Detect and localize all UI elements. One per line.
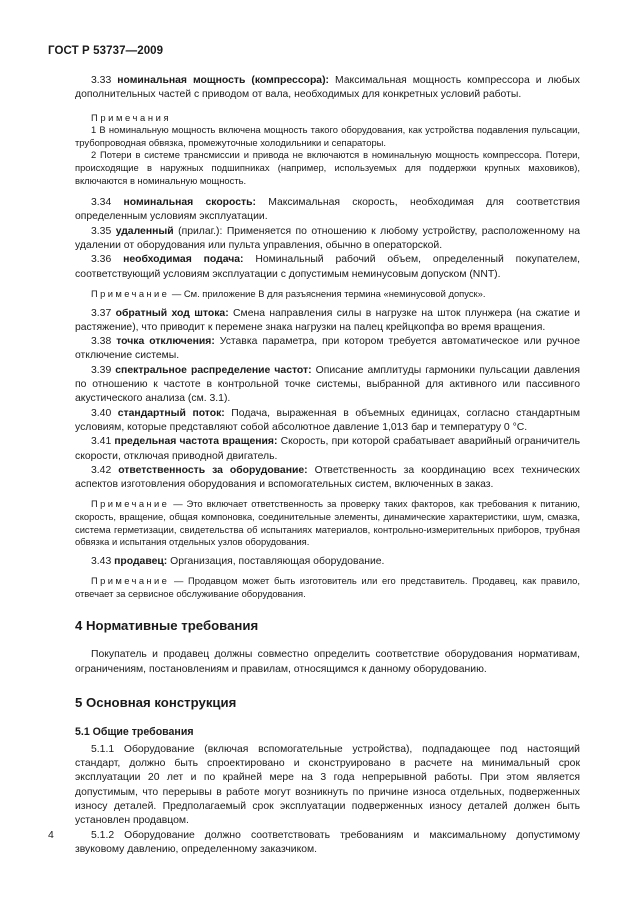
term-definition: Уставка параметра, при котором требуется автоматическое или ручное отключение системы.	[75, 336, 580, 362]
term-entry-3-36	[75, 253, 580, 282]
term-definition: Организация, поставляющая оборудование.	[167, 555, 385, 567]
note-label: Примечание	[91, 498, 170, 510]
page-number: 4	[48, 830, 54, 841]
entry-number: 3.35	[91, 225, 116, 237]
term-definition: (прилаг.): Применяется по отношению к любому устройству, расположенному на удалении от оборудования или пульта управления, обычно в операторской.	[75, 225, 580, 252]
term-title: предельная частота вращения:	[114, 436, 278, 448]
term-entry-3-37	[75, 307, 580, 336]
entry-number: 3.36	[91, 254, 124, 266]
section-5-title: 5 Основная конструкция	[75, 694, 237, 710]
term-title: необходимая подача:	[123, 254, 244, 266]
term-entry-3-39	[75, 364, 580, 407]
paragraph-5-1-2: 5.1.2 Оборудование должно соответствовать требованиям и максимальному допустимому звуковому давлению, определенному заказчиком.	[75, 829, 580, 855]
section-4-paragraph: Покупатель и продавец должны совместно определить соответствие оборудования нормативам, ограничениям, постановлениям и правилам, относящимся к данному оборудованию.	[75, 649, 580, 675]
term-title: удаленный	[115, 225, 174, 237]
term-definition: Смена направления силы в нагрузке на шток плунжера (на сжатие и растяжение), что приводит к перемене знака нагрузки на палец крейцкопфа во время вращения.	[75, 307, 580, 333]
entry-number: 3.41	[91, 436, 115, 448]
note-text: — Это включает ответственность за проверку таких факторов, как требования к питанию, скорость, вращение, общая компоновка, соединительные элементы, динамические характеристики, шум, смазка, система герметизации, свидетельства об испытаниях материалов, контрольно-измерительных приборов, трубная обвязка и испытания отдельных узлов оборудования.	[75, 498, 580, 548]
entry-number: 3.40	[91, 407, 118, 419]
note-2: 2 Потери в системе трансмиссии и привода не включаются в номинальную мощность компрессора. Потери, происходящие в наружных подшипниках (например, используемых для поддержки крупных маховиков), включаются в номинальную мощность.	[75, 149, 580, 186]
term-title: продавец:	[114, 555, 168, 567]
term-title: спектральное распределение частот:	[115, 364, 312, 376]
note-1: 1 В номинальную мощность включена мощность такого оборудования, как устройства подавления пульсации, трубопроводная обвязка, промежуточные холодильники и сепараторы.	[75, 124, 580, 148]
term-entry-3-42	[75, 464, 580, 493]
note-text: — См. приложение В для разъяснения термина «неминусовой допуск».	[169, 287, 486, 299]
term-title: точка отключения:	[116, 336, 215, 348]
term-entry-3-34	[75, 196, 580, 225]
entry-number: 3.39	[91, 364, 116, 376]
term-title: номинальная мощность (компрессора):	[117, 75, 329, 86]
section-4-title: 4 Нормативные требования	[75, 618, 259, 634]
entry-number: 3.34	[91, 197, 124, 209]
entry-number: 3.37	[91, 307, 116, 319]
note-3-43	[75, 575, 580, 600]
document-body	[75, 74, 580, 857]
subsection-5-1-title: 5.1 Общие требования	[75, 725, 194, 738]
term-definition: Максимальная скорость, необходимая для соответствия определенным условиям эксплуатации.	[75, 197, 580, 223]
note-3-36	[75, 288, 580, 301]
term-entry-3-40	[75, 407, 580, 436]
entry-number: 3.42	[91, 464, 119, 476]
term-title: ответственность за оборудование:	[118, 464, 308, 476]
term-definition: Номинальный рабочий объем, определенный покупателем, соответствующий условиям эксплуатации с допустимым неминусовым допуском (NNT).	[75, 254, 580, 280]
note-text: — Продавцом может быть изготовитель или его представитель. Продавец, как правило, отвечает за сервисное обслуживание оборудования.	[75, 575, 580, 599]
document-header: ГОСТ Р 53737—2009	[48, 45, 164, 57]
term-entry-3-35	[75, 225, 580, 254]
entry-number: 3.43	[91, 555, 115, 567]
term-entry-3-33	[75, 74, 580, 103]
term-definition: Скорость, при которой срабатывает аварийный ограничитель скорости, отключая приводной двигатель.	[75, 436, 580, 462]
term-title: номинальная скорость:	[123, 197, 256, 209]
note-label: Примечание	[91, 287, 170, 299]
entry-number: 3.33	[91, 75, 118, 86]
term-title: обратный ход штока:	[115, 307, 229, 319]
term-definition: Максимальная мощность компрессора и любых дополнительных частей с приводом от вала, необходимых для конкретных условий работы.	[75, 75, 580, 101]
paragraph-5-1-1: 5.1.1 Оборудование (включая вспомогательные устройства), подпадающее под настоящий стандарт, должно быть спроектировано и сконструировано в расчете на минимальный срок эксплуатации 20 лет и по крайней мере на 3 года непрерывной работы. При этом является допустимым, что перерывы в работе могут возникнуть по причине износа отдельных, подверженных износу деталей. Предполагаемый срок эксплуатации подверженных износу деталей должен быть установлен продавцом.	[75, 743, 580, 827]
entry-number: 3.38	[91, 336, 117, 348]
term-definition: Описание амплитуды гармоники пульсации давления по отношению к частоте в контрольной точке системы, выбранной для активного или пассивного акустического анализа (см. 3.1).	[75, 364, 580, 405]
term-entry-3-38	[75, 335, 580, 364]
term-definition: Подача, выраженная в объемных единицах, согласно стандартным условиям, которые представляют собой абсолютное давление 1,013 бар и температуру 0 °С.	[75, 407, 580, 433]
term-entry-3-41	[75, 435, 580, 464]
term-title: стандартный поток:	[117, 407, 225, 419]
note-3-42	[75, 498, 580, 548]
note-label: Примечание	[91, 575, 170, 587]
term-entry-3-43	[75, 555, 580, 569]
term-definition: Ответственность за координацию всех технических аспектов изготовления оборудования и вспомогательных систем, включенных в заказ.	[75, 464, 580, 491]
notes-heading: Примечания	[91, 111, 172, 123]
